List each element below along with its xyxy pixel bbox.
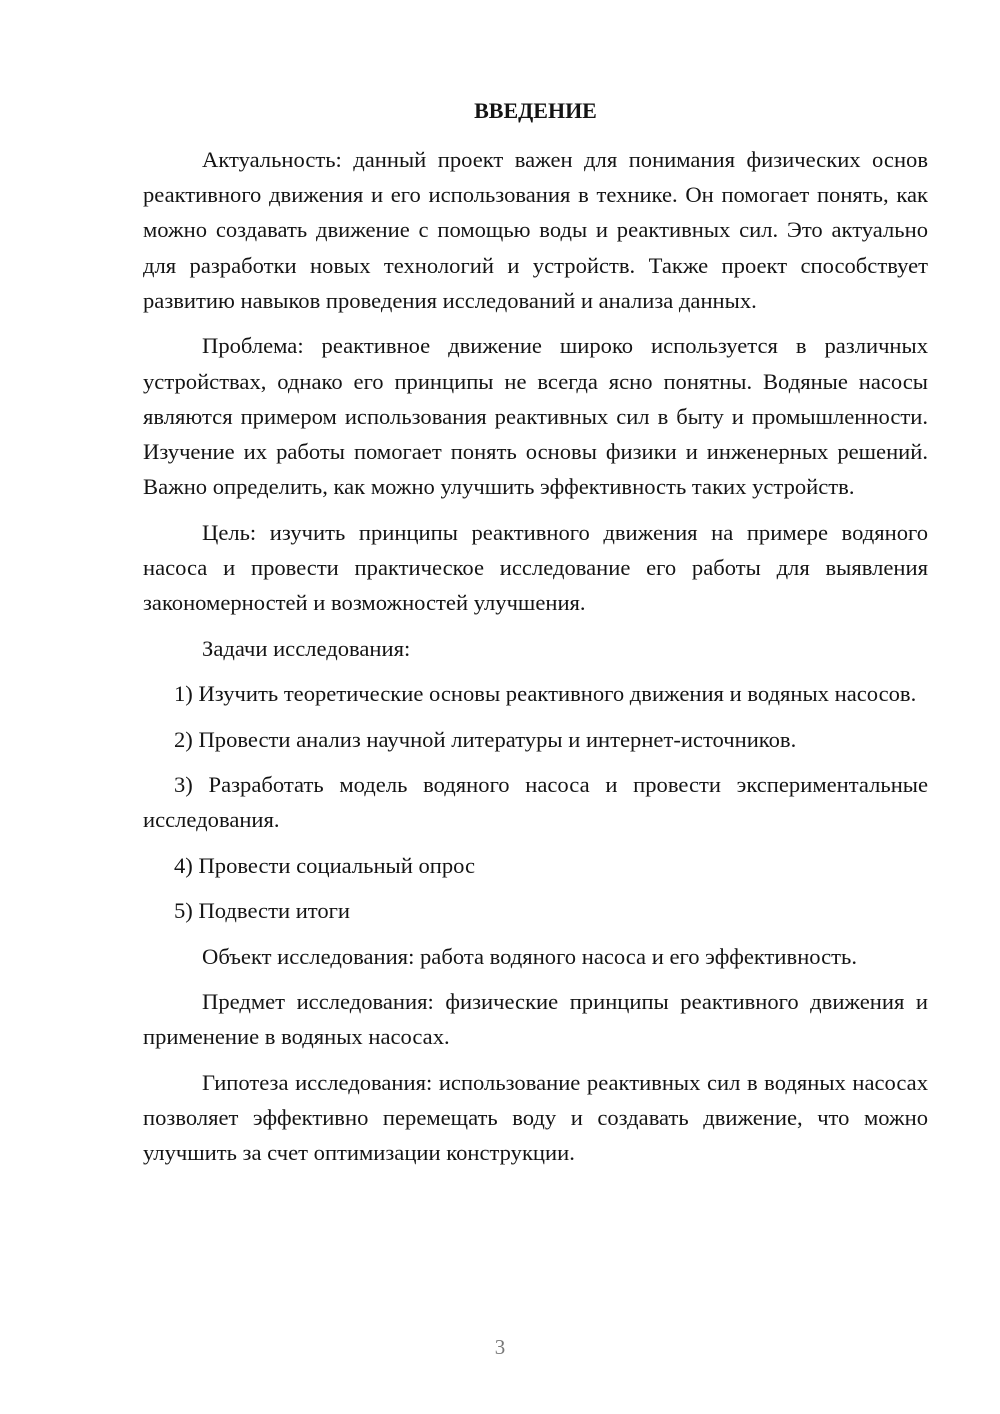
document-body [143,142,928,1181]
task-item-5: 5) Подвести итоги [174,898,351,924]
paragraph-tasks-heading: Задачи исследования: [202,635,411,661]
section-title: ВВЕДЕНИЕ [474,98,597,123]
task-item-2: 2) Провести анализ научной литературы и интернет-источников. [174,726,797,752]
paragraph-subject: Предмет исследования: физические принципы реактивного движения и применение в водяных насосах. [143,989,928,1050]
task-item-3: 3) Разработать модель водяного насоса и провести экспериментальные исследования. [143,772,928,833]
paragraph-problem: Проблема: реактивное движение широко используется в различных устройствах, однако его принципы не всегда ясно понятны. Водяные насосы являются примером использования реактивных сил в быту и промышленности. Изучение их работы помогает понять основы физики и инженерных решений. Важно определить, как можно улучшить эффективность таких устройств. [143,333,928,500]
paragraph-hypothesis: Гипотеза исследования: использование реактивных сил в водяных насосах позволяет эффективно перемещать воду и создавать движение, что можно улучшить за счет оптимизации конструкции. [143,1069,928,1166]
paragraph-object: Объект исследования: работа водяного насоса и его эффективность. [202,943,857,969]
paragraph-relevance: Актуальность: данный проект важен для понимания физических основ реактивного движения и его использования в технике. Он помогает понять, как можно создавать движение с помощью воды и реактивных сил. Это актуально для разработки новых технологий и устройств. Также проект способствует развитию навыков проведения исследований и анализа данных. [143,147,928,313]
task-item-4: 4) Провести социальный опрос [174,852,476,878]
paragraph-goal: Цель: изучить принципы реактивного движения на примере водяного насоса и провести практическое исследование его работы для выявления закономерностей и возможностей улучшения. [143,519,928,616]
page-number: 3 [494,1335,506,1359]
task-item-1: 1) Изучить теоретические основы реактивного движения и водяных насосов. [174,681,917,707]
